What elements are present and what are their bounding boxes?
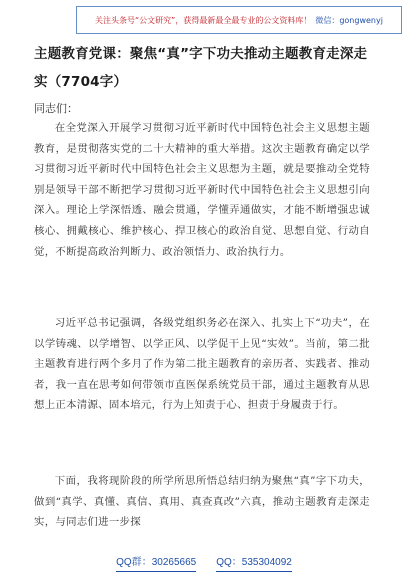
banner-wechat-text: 微信：gongwenyj [315,15,383,25]
banner-promo-text: 关注头条号“公文研究”，获得最新最全最专业的公文资料库！ [95,15,312,25]
paragraph-2: 习近平总书记强调，各级党组织务必在深入、扎实上下“功夫”，在以学铸魂、以学增智、以学正风、以学促干上见“实效”。当前，第二批主题教育进行两个多月了作为第二批主题教育的亲历者、实践者、推动者，我一直在思考如何带领市直医保系统党员干部，通过主题教育从思想上正本清源、固本培元，行为上知责于心、担责于身履责于行。 [34,317,370,412]
paragraph-3: 下面，我将现阶段的所学所思所悟总结归纳为聚焦“真”字下功夫，做到“真学、真懂、真信、真用、真查真改”六真，推动主题教育走深走实，与同志们进一步探 [34,475,370,529]
paragraph-1: 在全党深入开展学习贯彻习近平新时代中国特色社会主义思想主题教育，是贯彻落实党的二十大精神的重大举措。这次主题教育确定以学习贯彻习近平新时代中国特色社会主义思想为主题，就是要推动全党特别是领导干部不断把学习贯彻习近平新时代中国特色社会主义思想引向深入。理论上学深悟透、融会贯通，学懂弄通做实，才能不断增强忠诚核心、拥戴核心、维护核心、捍卫核心的政治自觉、思想自觉、行动自觉，不断提高政治判断力、政治领悟力、政治执行力。 [34,122,370,258]
qq-group-link[interactable]: QQ群：30265665 [116,556,196,572]
document-title: 主题教育党课：聚焦“真”字下功夫推动主题教育走深走实（7704字） [34,46,368,90]
qq-link[interactable]: QQ：535304092 [216,556,292,572]
footer-contact-bar [0,556,408,572]
top-banner [76,6,402,34]
salutation: 同志们： [34,102,78,115]
